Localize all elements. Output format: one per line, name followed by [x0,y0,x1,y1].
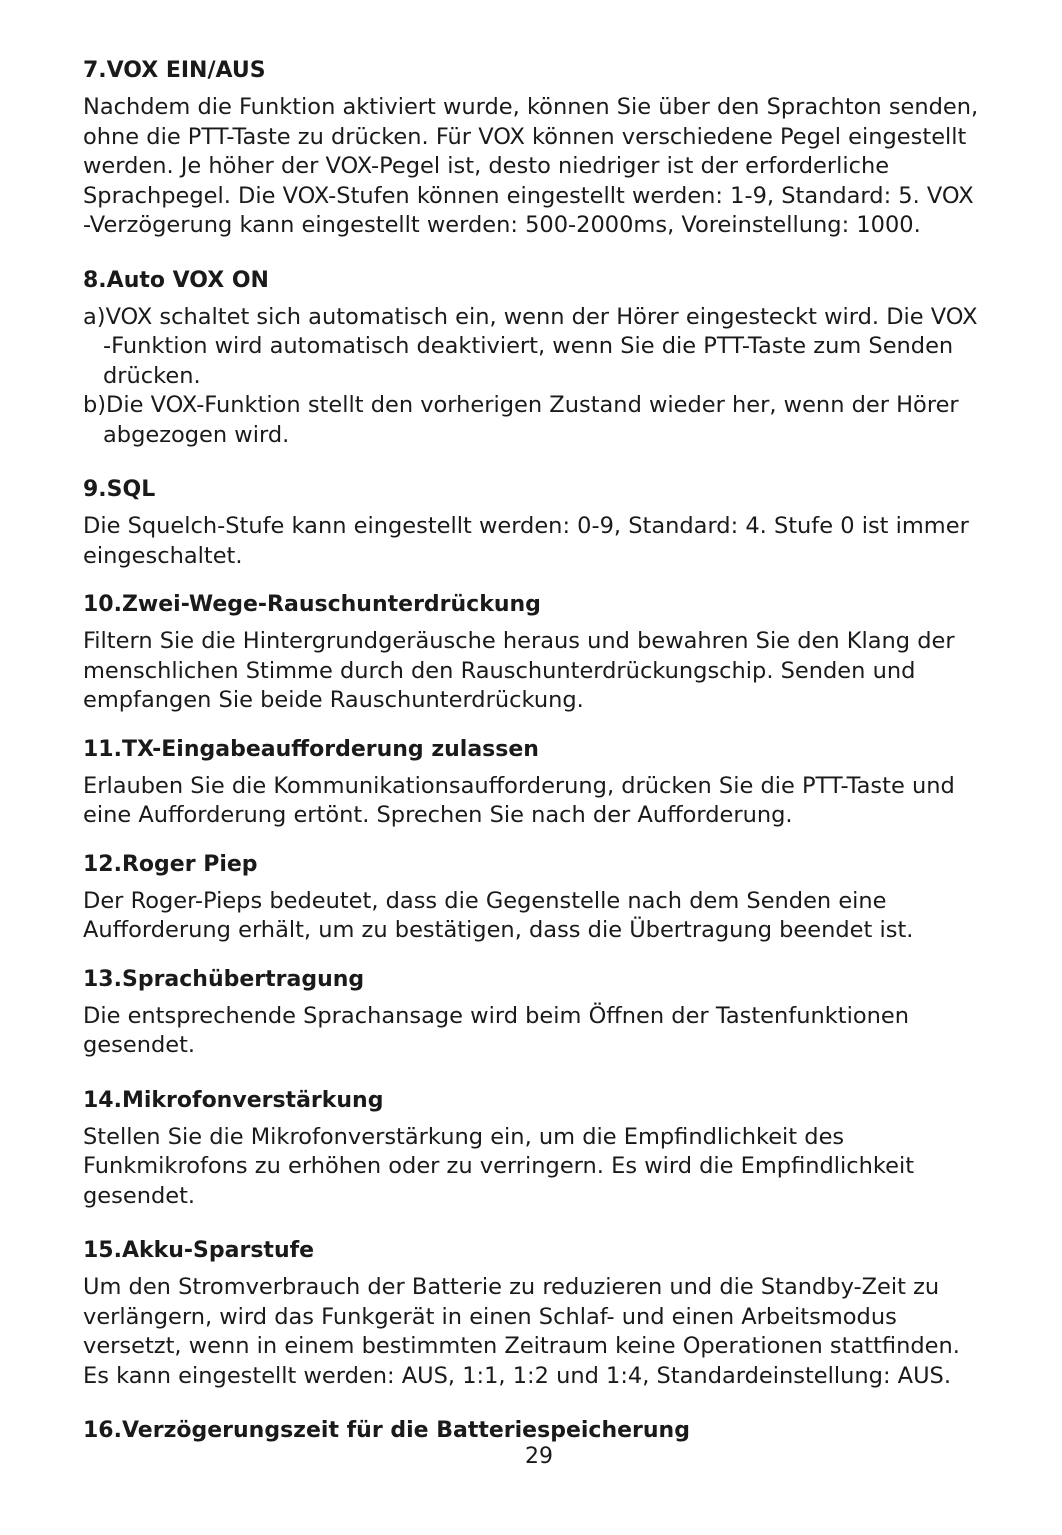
text-line: drücken. [103,362,201,389]
text-line: -Funktion wird automatisch deaktiviert, wenn Sie die PTT-Taste zum Senden [103,333,954,359]
section-tx-prompt [83,736,998,831]
section-heading: 7.VOX EIN/AUS [83,58,266,83]
section-auto-vox [83,267,998,451]
section-voice-announcement [83,966,998,1061]
section-battery-save [83,1237,998,1391]
text-line: werden. Je höher der VOX-Pegel ist, desto niedriger ist der erforderliche [83,153,890,179]
section-battery-save-delay [83,1417,998,1445]
section-heading: 8.Auto VOX ON [83,267,269,293]
text-line: Nachdem die Funktion aktiviert wurde, können Sie über den Sprachton senden, [83,94,979,120]
text-line: Aufforderung erhält, um zu bestätigen, dass die Übertragung beendet ist. [83,917,914,943]
section-body [83,1273,998,1391]
text-line: eine Aufforderung ertönt. Sprechen Sie nach der Aufforderung. [83,802,793,828]
section-heading: 16.Verzögerungszeit für die Batteriespeicherung [83,1418,690,1443]
document-page [83,57,998,1453]
list-item-a: a)VOX schaltet sich automatisch ein, wenn der Hörer eingesteckt wird. Die VOX [83,303,978,330]
text-line: Stellen Sie die Mikrofonverstärkung ein, um die Empfindlichkeit des [83,1123,845,1150]
text-line: eingeschaltet. [83,542,243,569]
section-body [83,627,998,716]
section-body [83,512,998,571]
section-heading: 13.Sprachübertragung [83,966,365,992]
text-line: verlängern, wird das Funkgerät in einen Schlaf- und einen Arbeitsmodus [83,1303,897,1330]
text-line: menschlichen Stimme durch den Rauschunterdrückungschip. Senden und [83,657,916,684]
section-heading: 14.Mikrofonverstärkung [83,1087,384,1113]
text-line: Funkmikrofons zu erhöhen oder zu verringern. Es wird die Empfindlichkeit [83,1153,915,1179]
section-body [83,303,998,451]
section-body [83,1002,998,1061]
text-line: empfangen Sie beide Rauschunterdrückung. [83,687,584,713]
section-heading: 15.Akku-Sparstufe [83,1238,315,1263]
section-body [83,772,998,831]
text-line: Die entsprechende Sprachansage wird beim Öffnen der Tastenfunktionen [83,1002,909,1029]
text-line: ohne die PTT-Taste zu drücken. Für VOX können verschiedene Pegel eingestellt [83,123,967,150]
text-line: Es kann eingestellt werden: AUS, 1:1, 1:2 und 1:4, Standardeinstellung: AUS. [83,1362,951,1389]
text-line: Der Roger-Pieps bedeutet, dass die Gegenstelle nach dem Senden eine [83,887,887,914]
page-number: 29 [525,1444,553,1469]
text-line: Um den Stromverbrauch der Batterie zu reduzieren und die Standby-Zeit zu [83,1274,940,1300]
section-body [83,93,998,241]
section-heading: 11.TX-Eingabeaufforderung zulassen [83,736,539,762]
text-line: Die Squelch-Stufe kann eingestellt werden: 0-9, Standard: 4. Stufe 0 ist immer [83,513,969,539]
section-roger-beep [83,851,998,946]
text-line: Erlauben Sie die Kommunikationsaufforderung, drücken Sie die PTT-Taste und [83,772,955,799]
text-line: versetzt, wenn in einem bestimmten Zeitraum keine Operationen stattfinden. [83,1333,960,1359]
text-line: gesendet. [83,1032,196,1058]
section-body [83,1123,998,1212]
section-sql [83,476,998,571]
text-line: gesendet. [83,1182,196,1209]
text-line: -Verzögerung kann eingestellt werden: 500-2000ms, Voreinstellung: 1000. [83,212,921,238]
list-item-b: b)Die VOX-Funktion stellt den vorherigen Zustand wieder her, wenn der Hörer [83,392,959,418]
section-vox-on-off [83,57,998,241]
text-line: abgezogen wird. [103,421,290,448]
section-mic-gain [83,1087,998,1212]
section-noise-reduction [83,591,998,716]
text-line: Filtern Sie die Hintergrundgeräusche heraus und bewahren Sie den Klang der [83,628,955,654]
section-heading: 10.Zwei-Wege-Rauschunterdrückung [83,592,541,617]
section-body [83,887,998,946]
section-heading: 9.SQL [83,477,156,502]
text-line: Sprachpegel. Die VOX-Stufen können eingestellt werden: 1-9, Standard: 5. VOX [83,182,974,209]
section-heading: 12.Roger Piep [83,851,258,877]
